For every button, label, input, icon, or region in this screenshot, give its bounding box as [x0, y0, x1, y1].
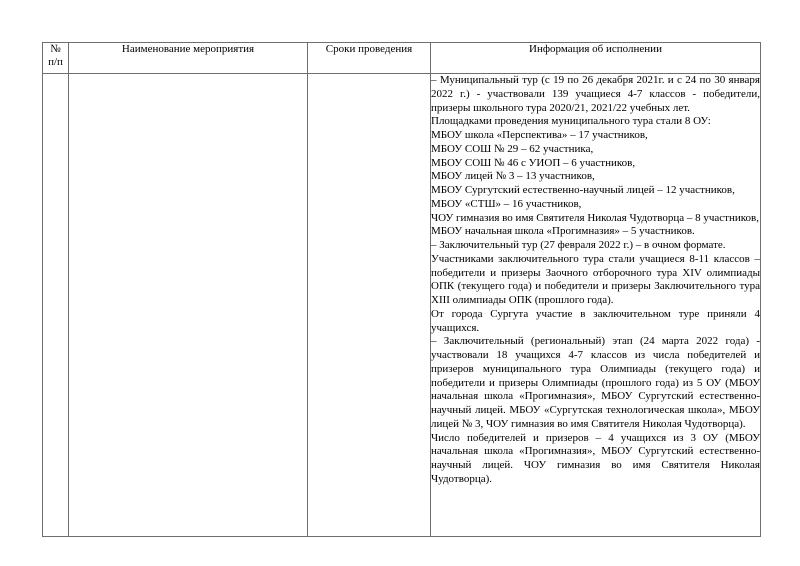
execution-info-paragraph: – Заключительный (региональный) этап (24 марта 2022 года) - участвовали 18 учащихся 4-7 классов из числа победителей и призеров муниципального тура Олимпиады (текущего года) и победители и призеры Олимпиады (прошлого года) из 5 ОУ (МБОУ начальная школа «Прогимназия», МБОУ Сургутский естественно-научный лицей. МБОУ «Сургутская технологическая школа», МБОУ лицей № 3, ЧОУ гимназия во имя Святителя Николая Чудотворца). — [431, 335, 760, 430]
execution-info-paragraph: От города Сургута участие в заключительном туре приняли 4 учащихся. — [431, 307, 760, 334]
column-header-dates: Сроки проведения — [308, 43, 431, 74]
execution-info-paragraph: Участниками заключительного тура стали учащиеся 8-11 классов – победители и призеры Заочного отборочного тура XIV олимпиады ОПК (текущего года) и победители и призеры Заключительного тура XIII олимпиады ОПК (прошлого года). — [431, 252, 760, 306]
table-header-row — [43, 43, 761, 74]
execution-info-paragraph: Число победителей и призеров – 4 учащихся из 3 ОУ (МБОУ начальная школа «Прогимназия», МБОУ Сургутский естественно-научный лицей. ЧОУ гимназия во имя Святителя Николая Чудотворца). — [431, 431, 760, 485]
column-header-number — [43, 43, 69, 74]
column-header-execution-info: Информация об исполнении — [431, 43, 761, 74]
execution-info-paragraph: – Заключительный тур (27 февраля 2022 г.) – в очном формате. — [431, 239, 726, 251]
cell-execution-info — [431, 74, 761, 537]
table-row — [43, 74, 761, 537]
execution-info-paragraph: ЧОУ гимназия во имя Святителя Николая Чудотворца – 8 участников, — [431, 211, 759, 224]
cell-row-number — [43, 74, 69, 537]
column-header-number-line1: № — [50, 43, 61, 55]
column-header-number-line2: п/п — [48, 55, 63, 68]
table-header — [43, 43, 761, 74]
column-header-event-name: Наименование мероприятия — [69, 43, 308, 74]
execution-info-paragraph: – Муниципальный тур (с 19 по 26 декабря 2021г. и с 24 по 30 января 2022 г.) - участвовали 139 учащиеся 4-7 классов - победители, призеры школьного тура 2020/21, 2021/22 учебных лет. — [431, 74, 760, 114]
execution-info-paragraph: МБОУ школа «Перспектива» – 17 участников, — [431, 129, 648, 141]
execution-info-paragraph: МБОУ начальная школа «Прогимназия» – 5 участников. — [431, 225, 695, 238]
report-table — [42, 42, 761, 537]
table-body — [43, 74, 761, 537]
execution-info-text — [431, 74, 760, 487]
cell-event-name — [69, 74, 308, 537]
execution-info-paragraph: Площадками проведения муниципального тура стали 8 ОУ: — [431, 115, 711, 128]
execution-info-paragraph: МБОУ Сургутский естественно-научный лицей – 12 участников, — [431, 184, 735, 196]
execution-info-paragraph: МБОУ СОШ № 29 – 62 участника, — [431, 142, 594, 155]
cell-dates — [308, 74, 431, 537]
execution-info-paragraph: МБОУ СОШ № 46 с УИОП – 6 участников, — [431, 156, 636, 169]
execution-info-paragraph: МБОУ «СТШ» – 16 участников, — [431, 197, 582, 210]
execution-info-paragraph: МБОУ лицей № 3 – 13 участников, — [431, 170, 595, 183]
